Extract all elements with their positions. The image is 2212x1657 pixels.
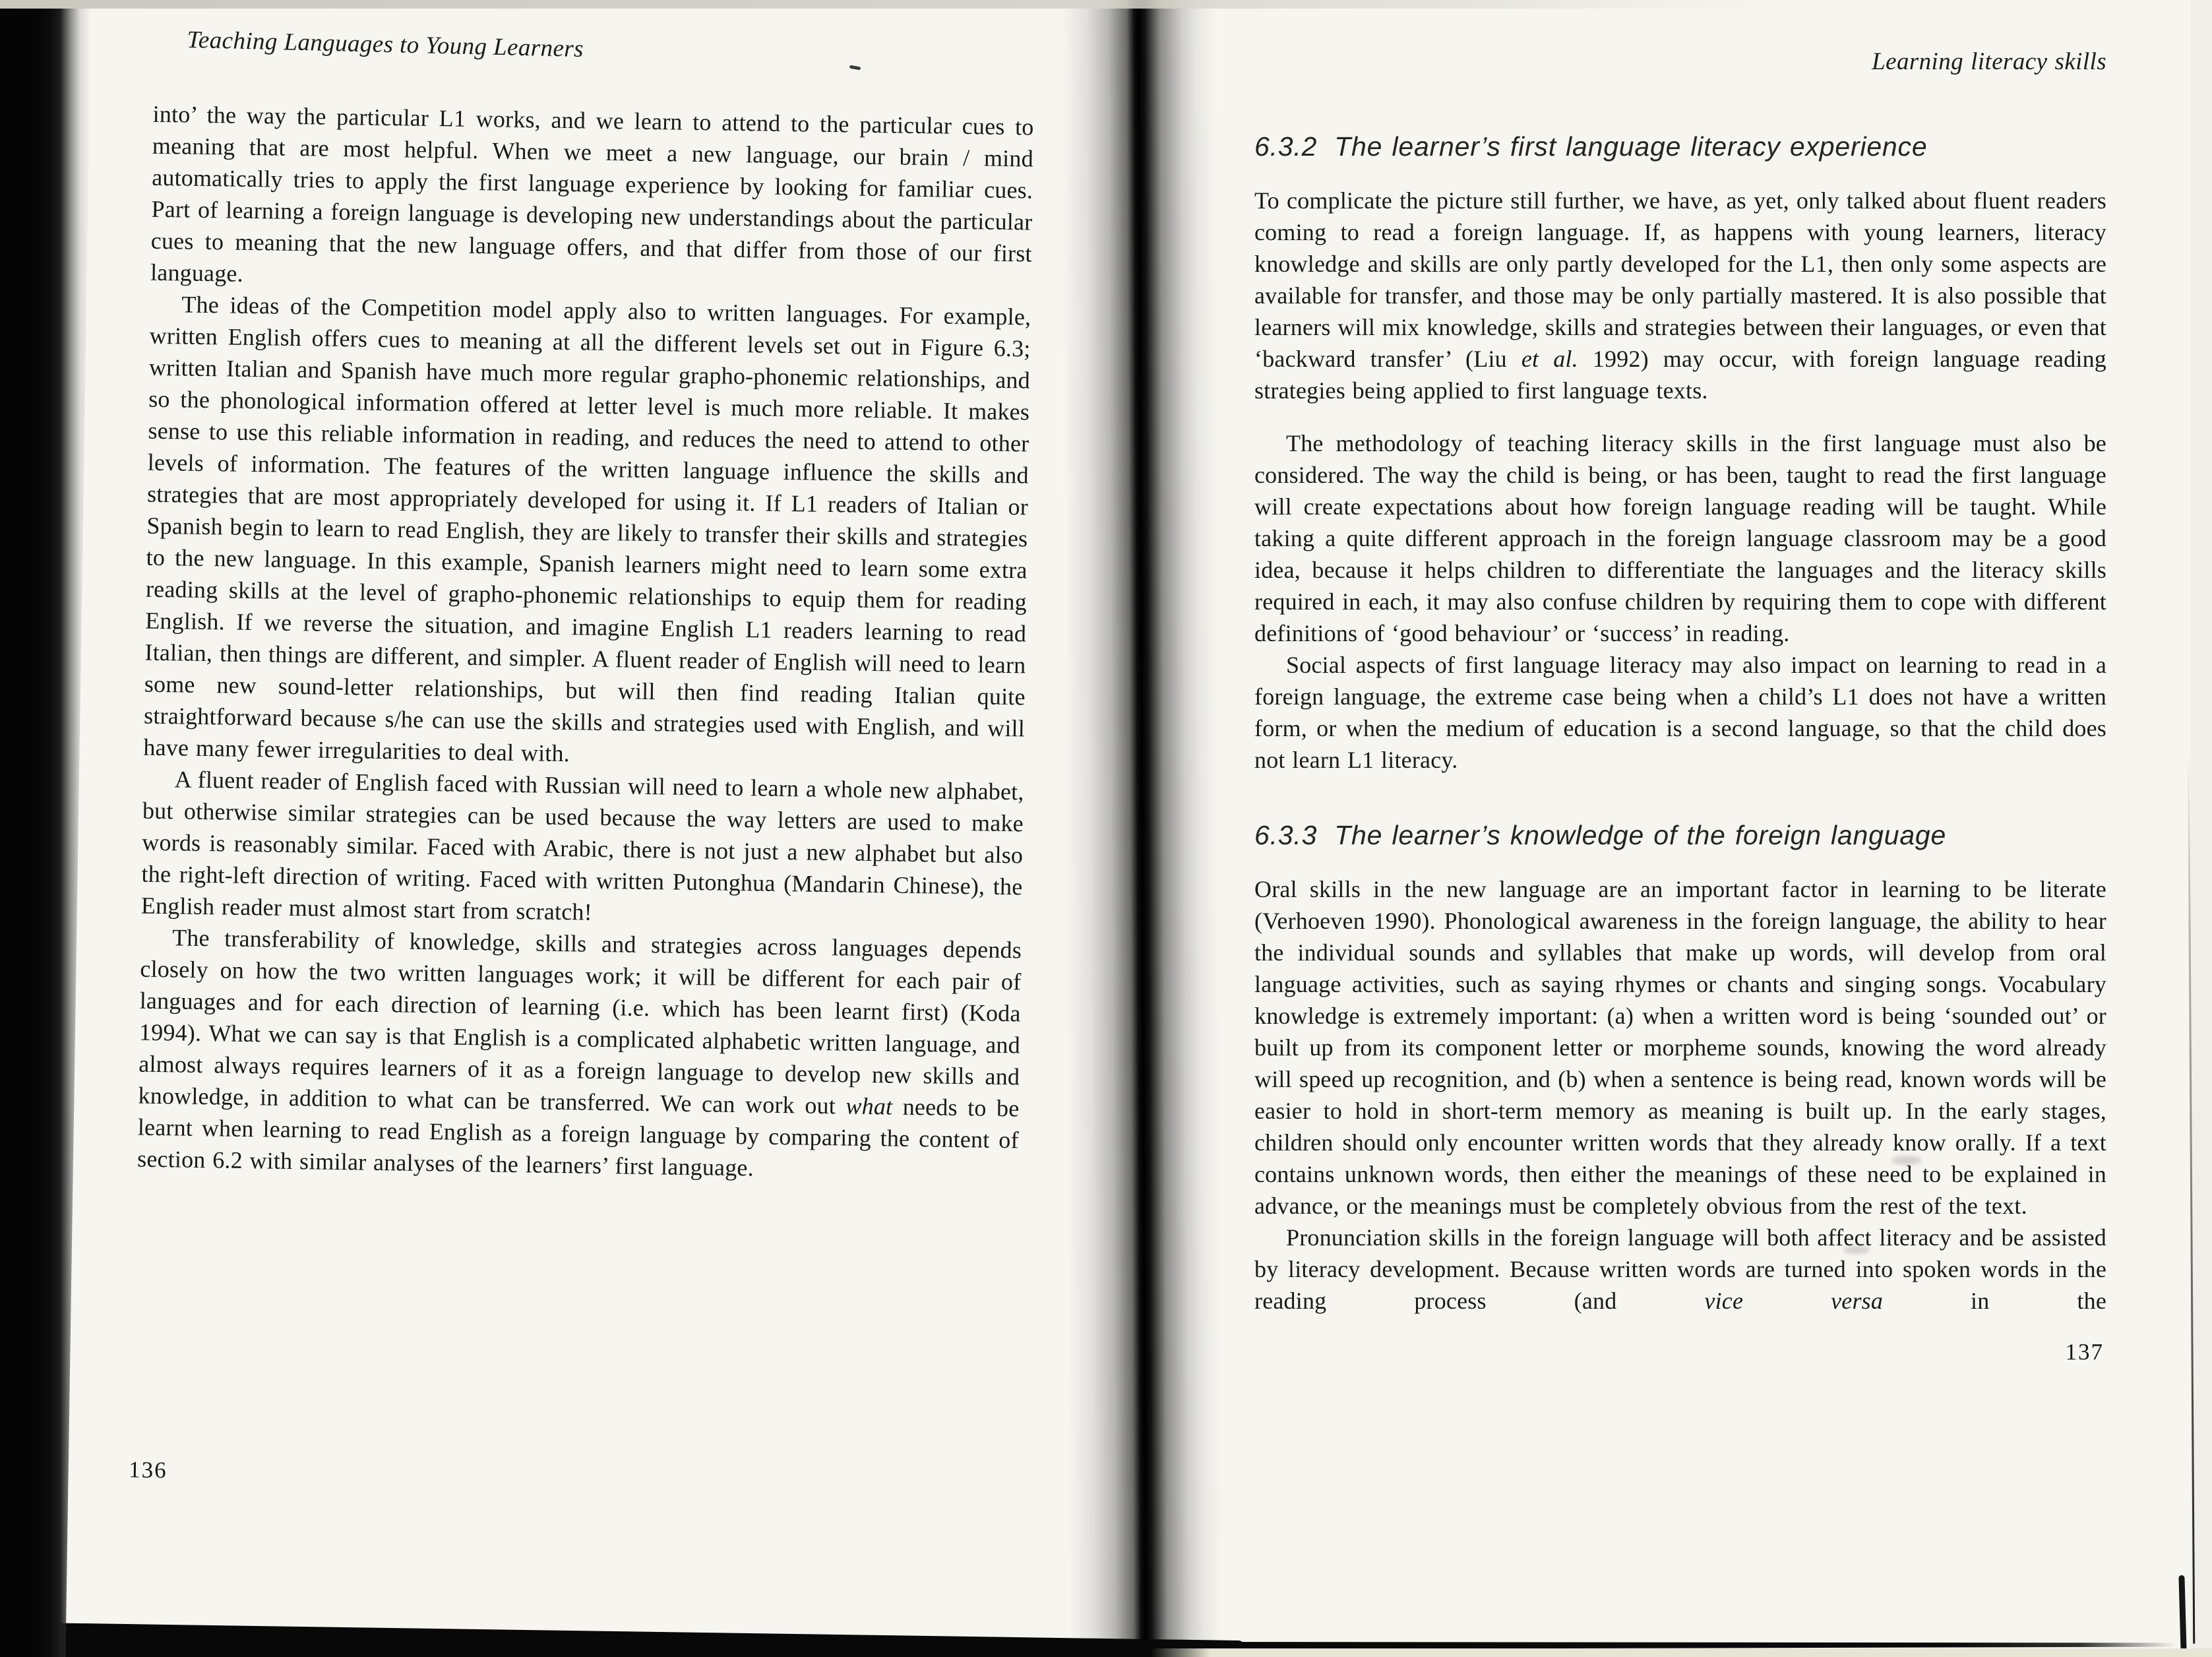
- page-number-right: 137: [2065, 1339, 2104, 1365]
- left-page-body: [137, 98, 1034, 1188]
- body-paragraph: The transferability of knowledge, skills and strategies across languages depends closely on how the two written languages work; it will be different for each pair of languages and for each direction of learning (i.e. which has been learnt first) (Koda 1994). What we can say is that English is a complicated alphabetic written language, and almost always requires learners of it as a foreign language to develop new skills and knowledge, in addition to what can be transferred. We can work out what needs to be learnt when learning to read English as a foreign language by comparing the content of section 6.2 with similar analyses of the learners’ first language.: [137, 924, 1022, 1181]
- section-number: 6.3.3: [1254, 820, 1318, 850]
- section-number: 6.3.2: [1254, 131, 1318, 162]
- scanner-background: [2191, 0, 2212, 1657]
- scan-smudge: [1843, 1245, 1870, 1254]
- right-page-body: [1254, 46, 2106, 1368]
- right-page-edge-shadow: [2178, 1575, 2186, 1653]
- section-title: The learner’s first language literacy experience: [1334, 131, 1928, 162]
- body-paragraph: The ideas of the Competition model apply also to written languages. For example, written English offers cues to meaning at all the different levels set out in Figure 6.3; written Italian and Spanish have much more regular grapho-phonemic relationships, and so the phonological information offered at letter level is much more reliable. It makes sense to use this reliable information in reading, and reduces the need to attend to other levels of information. The features of the written language influence the skills and strategies that are most appropriately developed for using it. If L1 readers of Italian or Spanish begin to learn to read English, they are likely to transfer their skills and strategies to the new language. In this example, Spanish learners might need to learn some extra reading skills at the level of grapho-phonemic relationships to equip them for reading English. If we reverse the situation, and imagine English L1 readers learning to read Italian, then things are different, and simpler. A fluent reader of English will need to learn some new sound-letter relationships, but will then find reading Italian quite straightforward because s/he can use the skills and strategies used with English, and will have many fewer irregularities to deal with.: [143, 291, 1031, 767]
- bottom-paper-edge: [1151, 1648, 2212, 1657]
- section-heading-6-3-2: [1254, 131, 2106, 162]
- page-number-left: 136: [128, 1456, 168, 1484]
- running-head-left: Teaching Languages to Young Learners: [186, 26, 584, 63]
- body-paragraph: The methodology of teaching literacy skills in the first language must also be considered. The way the child is being, or has been, taught to read the first language will create expectations about how foreign language reading will be taught. While taking a quite different approach in the foreign language classroom may be a good idea, because it helps children to differentiate the languages and the literacy skills required in each, it may also confuse children by requiring them to cope with different definitions of ‘good behaviour’ or ‘success’ in reading.: [1254, 430, 2106, 646]
- body-paragraph: Social aspects of first language literacy may also impact on learning to read in a foreign language, the extreme case being when a child’s L1 does not have a written form, or when the medium of education is a second language, so that the child does not learn L1 literacy.: [1254, 652, 2106, 773]
- body-paragraph: Pronunciation skills in the foreign language will both affect literacy and be assisted by literacy development. Because written words are turned into spoken words in the reading process (and vice versa in the: [1254, 1224, 2106, 1314]
- body-paragraph: Oral skills in the new language are an important factor in learning to be literate (Verhoeven 1990). Phonological awareness in the foreign language, the ability to hear the individual sounds and syllables that make up words, will develop from oral language activities, such as saying rhymes or chants and singing songs. Vocabulary knowledge is extremely important: (a) when a written word is being ‘sounded out’ or built up from its component letter or morpheme sounds, knowing the word already will speed up recognition, and (b) when a sentence is being read, known words will be easier to hold in short-term memory as meaning is built up. In the early stages, children should only encounter written words that they already know orally. If a text contains unknown words, then either the meanings of these need to be explained in advance, or the meanings must be completely obvious from the rest of the text.: [1254, 876, 2106, 1219]
- top-scan-edge: [0, 0, 2212, 9]
- right-page: [1207, 0, 2176, 1657]
- body-paragraph: A fluent reader of English faced with Russian will need to learn a whole new alphabet, but otherwise similar strategies can be used because the way letters are used to make words is reasonably similar. Faced with Arabic, there is not just a new alphabet but also the right-left direction of writing. Faced with written Putonghua (Mandarin Chinese), the English reader must almost start from scratch!: [140, 766, 1024, 925]
- body-paragraph: into’ the way the particular L1 works, and we learn to attend to the particular cues to meaning that are most helpful. When we meet a new language, our brain / mind automatically tries to apply the first language experience by looking for familiar cues. Part of learning a foreign language is developing new understandings about the particular cues to meaning that the new language offers, and that differ from those of our first language.: [150, 100, 1034, 287]
- section-heading-6-3-3: [1254, 819, 2106, 851]
- body-paragraph: To complicate the picture still further, we have, as yet, only talked about fluent readers coming to read a foreign language. If, as happens with young learners, literacy knowledge and skills are only partly developed for the L1, then only some aspects are available for transfer, and those may be only partially mastered. It is also possible that learners will mix knowledge, skills and strategies between their languages, or even that ‘backward transfer’ (Liu et al. 1992) may occur, with foreign language reading strategies being applied to first language texts.: [1254, 187, 2106, 404]
- scan-smudge: [1891, 1156, 1922, 1165]
- running-head-right: Learning literacy skills: [1872, 48, 2106, 75]
- section-title: The learner’s knowledge of the foreign language: [1334, 820, 1947, 850]
